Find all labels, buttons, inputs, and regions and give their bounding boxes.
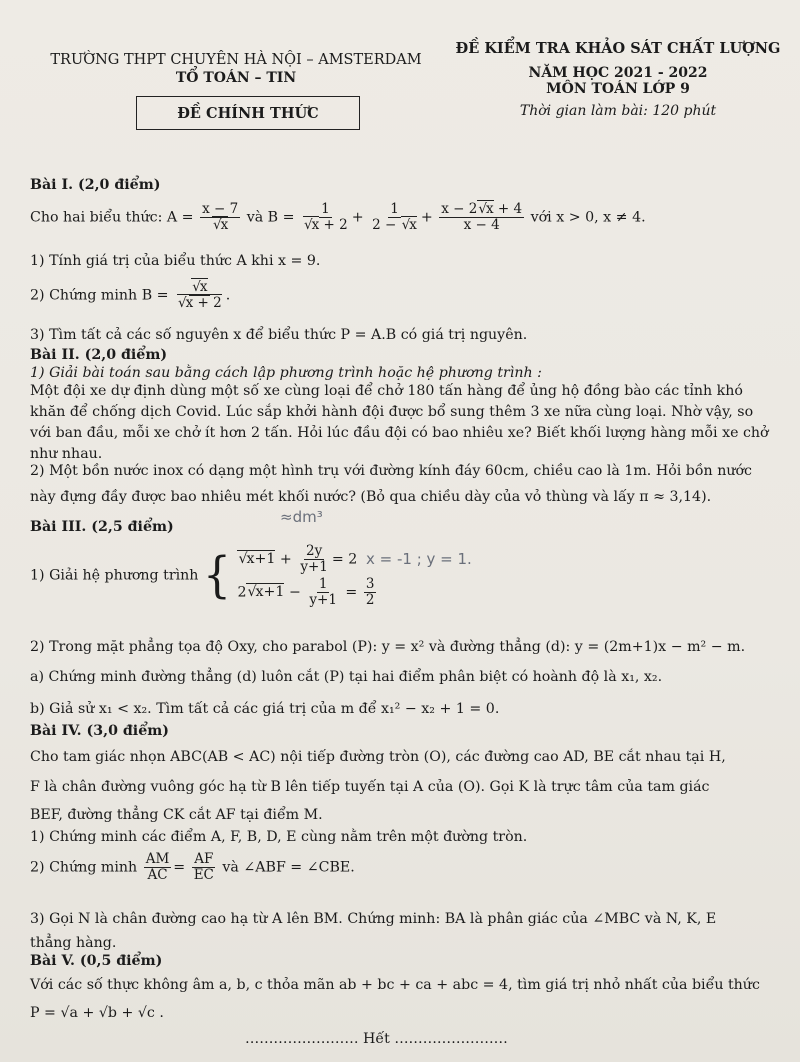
- header-left: [36, 52, 436, 86]
- bai3-q1-text: 1) Giải hệ phương trình: [30, 567, 199, 584]
- bai2-q2b: này đựng đầy được bao nhiêu mét khối nước? (Bỏ qua chiều dày của vỏ thùng và lấy π ≈ 3,14).: [30, 489, 712, 505]
- bai4-title: Bài IV. (3,0 điểm): [30, 723, 169, 739]
- fraction-b2: $\frac{1}{2 - √ x}$: [370, 202, 419, 233]
- bai4-q1: 1) Chứng minh các điểm A, F, B, D, E cùng nằm trên một đường tròn.: [30, 829, 528, 845]
- end-marker: …………………… Hết ……………………: [245, 1031, 508, 1047]
- duration: Thời gian làm bài: 120 phút: [519, 103, 717, 119]
- bai1-intro-a: Cho hai biểu thức: A =: [30, 209, 194, 226]
- fraction-b3: $\frac{x - 2√ x + 4}{x - 4}$: [439, 202, 524, 233]
- official-badge: ĐỀ CHÍNH THỨC: [136, 96, 360, 130]
- bai3-title: Bài III. (2,5 điểm): [30, 519, 174, 535]
- fraction-am-ac: $\frac{AM}{AC}$: [145, 851, 170, 883]
- bai1-condition: với x > 0, x ≠ 4.: [530, 209, 646, 226]
- bai4-q2-pre: 2) Chứng minh: [30, 859, 138, 876]
- bai1-and: và B =: [246, 209, 295, 226]
- equation-system: [237, 544, 378, 607]
- equation-1: √ x+1 + $\frac{2y}{y+1}$ = 2: [237, 544, 378, 575]
- bai1-q2-text: 2) Chứng minh B =: [30, 287, 169, 304]
- bai2-title: Bài II. (2,0 điểm): [30, 347, 168, 363]
- bai2-p2: khăn để chống dịch Covid. Lúc sắp khởi hành đội được bổ sung thêm 3 xe nữa cùng loại. Nhờ vậy, so: [30, 404, 754, 420]
- bai4-l2: F là chân đường vuông góc hạ từ B lên tiếp tuyến tại A của (O). Gọi K là trực tâm của tam giác: [30, 779, 710, 795]
- bai1-title: Bài I. (2,0 điểm): [30, 177, 161, 193]
- bai1-q3: 3) Tìm tất cả các số nguyên x để biểu thức P = A.B có giá trị nguyên.: [30, 327, 528, 343]
- bai5-l1: Với các số thực không âm a, b, c thỏa mãn ab + bc + ca + abc = 4, tìm giá trị nhỏ nhất của biểu thức: [30, 977, 760, 993]
- bai4-q2-post: và ∠ABF = ∠CBE.: [222, 859, 355, 876]
- bai1-intro: Cho hai biểu thức: A = x − 7 √ x và B = 1 √ x + 2 + $\frac{1}{2 - √ x}$ + $\frac{x - 2√ x + 4}{x - 4}$ với x > 0, x ≠ 4.: [30, 202, 646, 233]
- bai4-q3b: thẳng hàng.: [30, 935, 117, 951]
- fraction-af-ec: $\frac{AF}{EC}$: [193, 851, 214, 883]
- bai3-qb: b) Giả sử x₁ < x₂. Tìm tất cả các giá trị của m để x₁² − x₂ + 1 = 0.: [30, 701, 500, 717]
- header-right: [448, 40, 788, 119]
- bai4-l3: BEF, đường thẳng CK cắt AF tại điểm M.: [30, 807, 323, 823]
- bai2-p1: Một đội xe dự định dùng một số xe cùng loại để chở 180 tấn hàng để ủng hộ đồng bào các tỉnh khó: [30, 383, 743, 399]
- equation-2: 2√ x+1 − $\frac{1}{y+1}$ = $\frac{3}{2}$: [237, 577, 378, 608]
- fraction-b1: 1 √ x + 2: [301, 202, 350, 233]
- exam-title: ĐỀ KIỂM TRA KHẢO SÁT CHẤT LƯỢNG: [455, 40, 781, 57]
- bai4-q3a: 3) Gọi N là chân đường cao hạ từ A lên BM. Chứng minh: BA là phân giác của ∠MBC và N, K, E: [30, 911, 717, 927]
- department-name: TỔ TOÁN – TIN: [175, 70, 297, 86]
- bai3-q1: [30, 544, 378, 607]
- bai2-p4: như nhau.: [30, 446, 103, 462]
- bai2-q2a: 2) Một bồn nước inox có dạng một hình trụ với đường kính đáy 60cm, chiều cao là 1m. Hỏi bồn nước: [30, 463, 752, 479]
- bai4-l1: Cho tam giác nhọn ABC(AB < AC) nội tiếp đường tròn (O), các đường cao AD, BE cắt nhau tại H,: [30, 749, 726, 765]
- handwritten-note-1: ≈dm³: [280, 508, 323, 526]
- system-brace: {: [202, 547, 231, 604]
- handwritten-note-2: x = -1 ; y = 1.: [366, 550, 472, 568]
- bai1-q1: 1) Tính giá trị của biểu thức A khi x = 9.: [30, 253, 321, 269]
- fraction-a: x − 7 √ x: [200, 202, 240, 233]
- bai5-l2: P = √a + √b + √c .: [30, 1005, 164, 1021]
- bai5-title: Bài V. (0,5 điểm): [30, 953, 163, 969]
- bai3-qa: a) Chứng minh đường thẳng (d) luôn cắt (P) tại hai điểm phân biệt có hoành độ là x₁, x₂.: [30, 669, 663, 685]
- bai3-q2: 2) Trong mặt phẳng tọa độ Oxy, cho parabol (P): y = x² và đường thẳng (d): y = (2m+1)x − m² − m.: [30, 639, 746, 655]
- bai1-q2: 2) Chứng minh B = √ x √ x + 2 .: [30, 280, 230, 311]
- equation-1-rhs: = 2: [331, 551, 358, 568]
- school-year: NĂM HỌC 2021 - 2022: [528, 65, 708, 81]
- bai2-q1-title: 1) Giải bài toán sau bằng cách lập phương trình hoặc hệ phương trình :: [30, 365, 542, 381]
- bai4-q2: 2) Chứng minh $\frac{AM}{AC}$ = $\frac{AF}{EC}$ và ∠ABF = ∠CBE.: [30, 851, 355, 883]
- bai2-p3: với ban đầu, mỗi xe chở ít hơn 2 tấn. Hỏi lúc đầu đội có bao nhiêu xe? Biết khối lượng hàng mỗi xe chở: [30, 425, 769, 441]
- subject: MÔN TOÁN LỚP 9: [546, 81, 690, 97]
- fraction-prove: √ x √ x + 2: [175, 280, 224, 311]
- school-name: TRƯỜNG THPT CHUYÊN HÀ NỘI – AMSTERDAM: [50, 52, 422, 68]
